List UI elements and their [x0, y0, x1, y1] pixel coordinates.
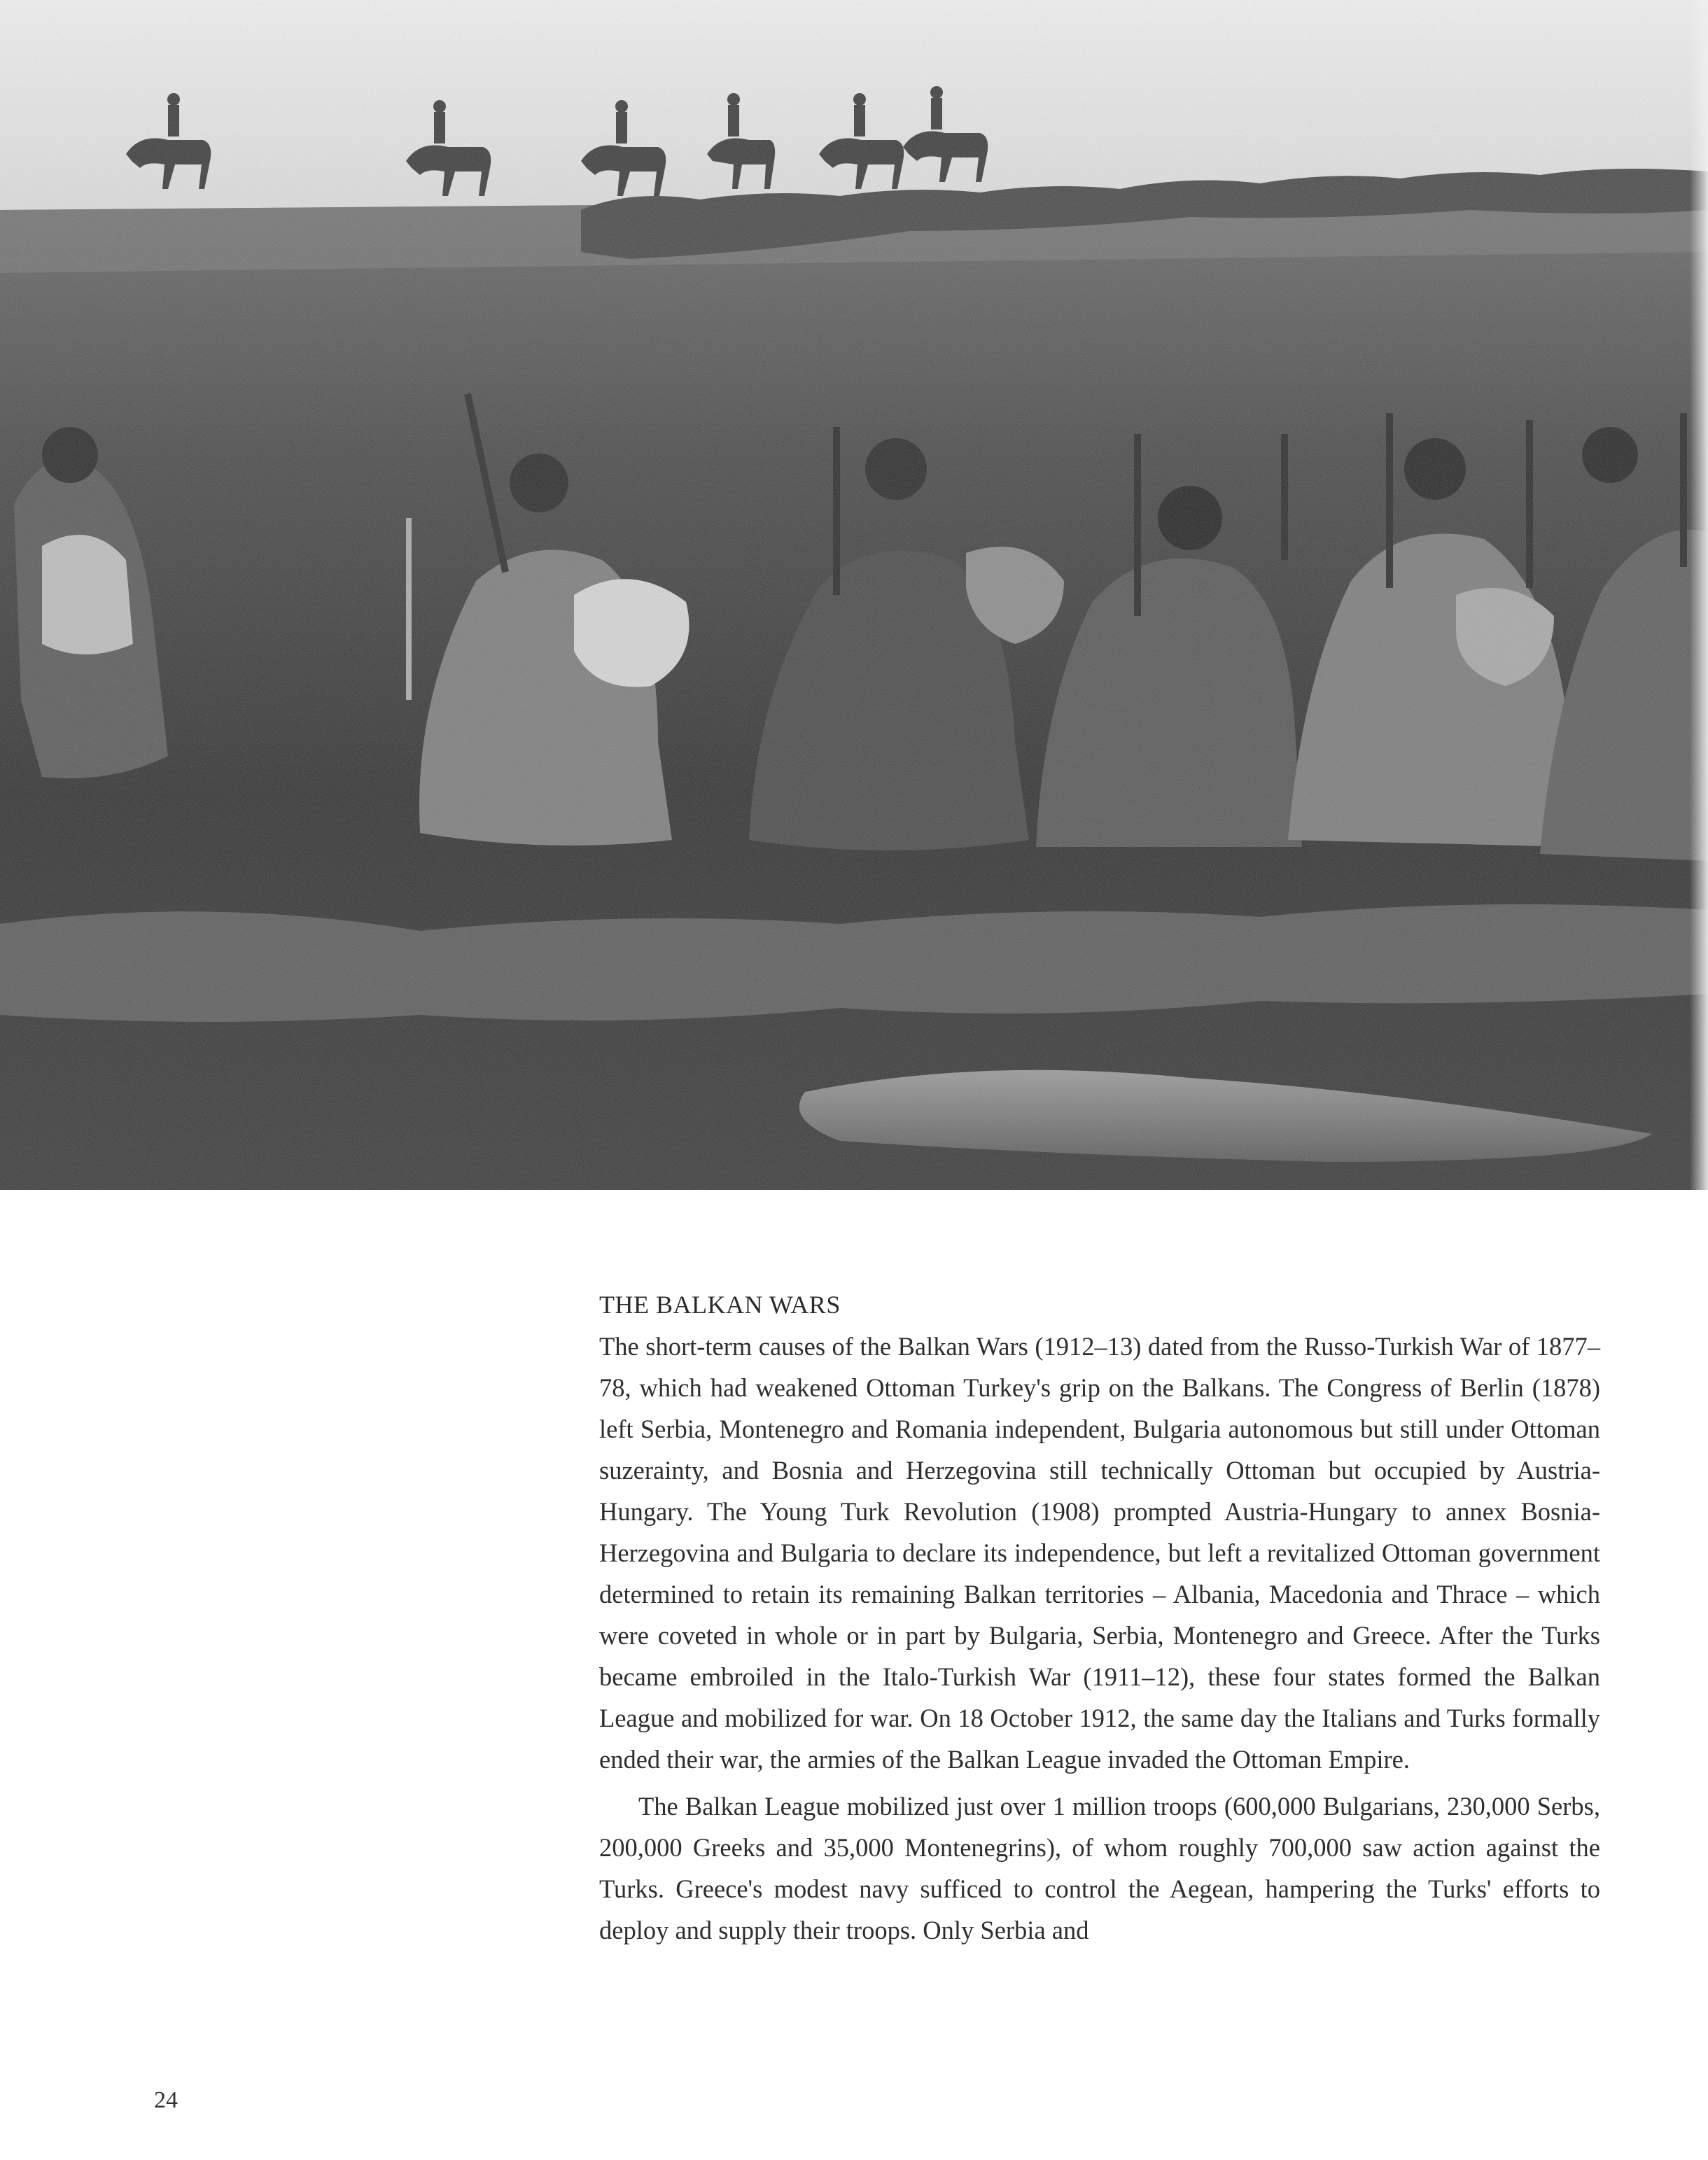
paragraph-2: The Balkan League mobilized just over 1 million troops (600,000 Bulgarians, 230,000 Serbs, 200,000 Greeks and 35,000 Montenegrins), of whom roughly 700,000 saw action against the Turks. Greece's modest navy sufficed to control the Aegean, hampering the Turks' efforts to deploy and supply their troops. Only Serbia and: [599, 1792, 1600, 1944]
gutter-shadow: [1690, 0, 1708, 1190]
article-heading: THE BALKAN WARS: [599, 1291, 841, 1319]
article: [599, 1284, 1600, 1951]
paragraph-1: The short-term causes of the Balkan Wars (1912–13) dated from the Russo-Turkish War of 1877–78, which had weakened Ottoman Turkey's grip on the Balkans. The Congress of Berlin (1878) left Serbia, Montenegro and Romania independent, Bulgaria autonomous but still under Ottoman suzerainty, and Bosnia and Herzegovina still technically Ottoman but occupied by Austria-Hungary. The Young Turk Revolution (1908) prompted Austria-Hungary to annex Bosnia-Herzegovina and Bulgaria to declare its independence, but left a revitalized Ottoman government determined to retain its remaining Balkan territories – Albania, Macedonia and Thrace – which were coveted in whole or in part by Bulgaria, Serbia, Montenegro and Greece. After the Turks became embroiled in the Italo-Turkish War (1911–12), these four states formed the Balkan League and mobilized for war. On 18 October 1912, the same day the Italians and Turks formally ended their war, the armies of the Balkan League invaded the Ottoman Empire.: [599, 1332, 1600, 1774]
page-number: 24: [154, 2087, 178, 2113]
